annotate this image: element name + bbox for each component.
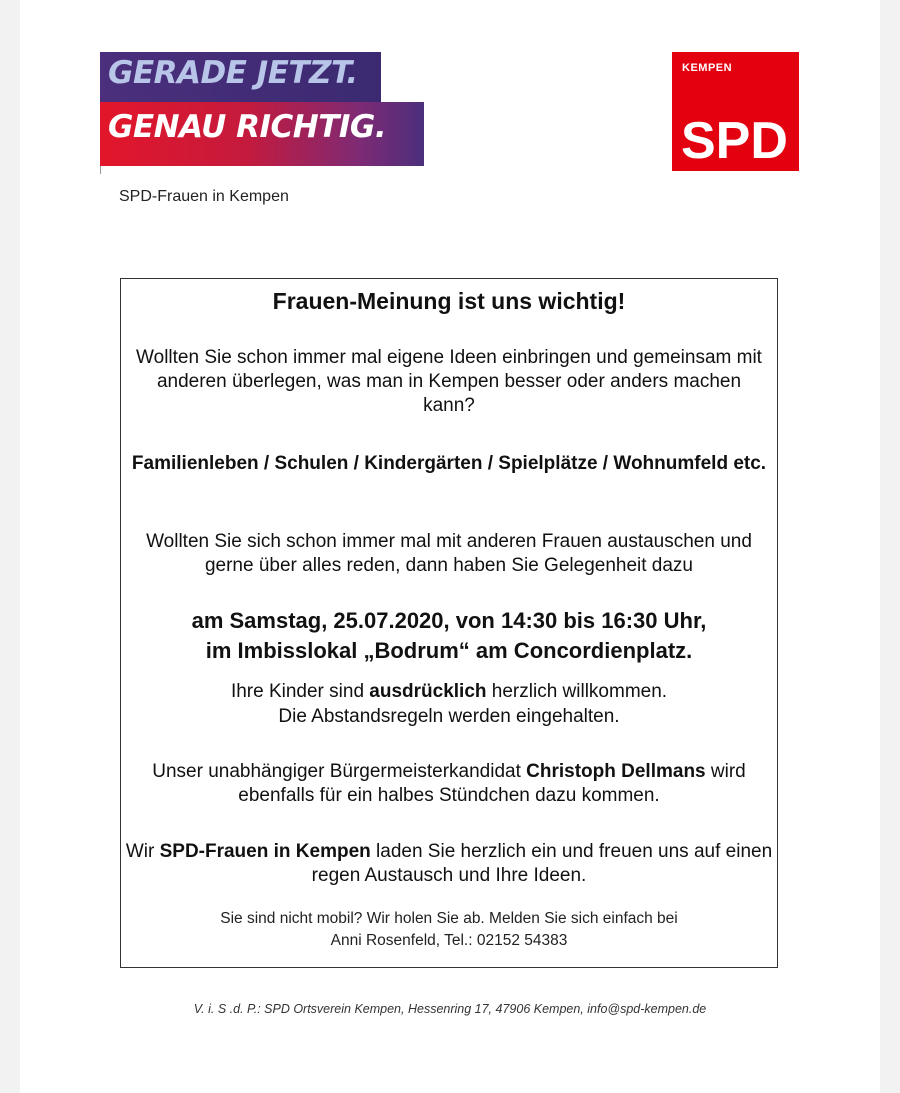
- contact-line: Anni Rosenfeld, Tel.: 02152 54383: [330, 932, 568, 949]
- organization-name: SPD-Frauen in Kempen: [119, 188, 289, 205]
- banner-line1: GERADE JETZT.: [108, 55, 358, 91]
- event-details: [121, 606, 777, 666]
- mobility-line1: Sie sind nicht mobil? Wir holen Sie ab. Melden Sie sich einfach bei: [220, 910, 678, 927]
- candidate-paragraph: [121, 760, 777, 808]
- exchange-paragraph: Wollten Sie sich schon immer mal mit anderen Frauen austauschen und gerne über alles reden, dann haben Sie Gelegenheit dazu: [146, 531, 752, 576]
- kids-text-emphasis: ausdrücklich: [369, 681, 487, 702]
- invitation-paragraph: [121, 840, 777, 888]
- spd-kempen-logo: [672, 52, 799, 171]
- candidate-name: Christoph Dellmans: [526, 761, 706, 782]
- invite-text-pre: Wir: [125, 841, 160, 862]
- spd-logo-location: KEMPEN: [682, 62, 733, 74]
- kids-paragraph: [121, 679, 777, 729]
- banner-divider: [100, 166, 101, 174]
- event-location: im Imbisslokal „Bodrum“ am Concordienplatz.: [205, 638, 693, 663]
- event-date-time: am Samstag, 25.07.2020, von 14:30 bis 16:30 Uhr,: [191, 608, 707, 633]
- invite-text-post: laden Sie herzlich ein und freuen uns auf einen regen Austausch und Ihre Ideen.: [311, 841, 773, 886]
- candidate-text-post: wird ebenfalls für ein halbes Stündchen dazu kommen.: [238, 761, 746, 806]
- topics-list: Familienleben / Schulen / Kindergärten / Spielplätze / Wohnumfeld etc.: [131, 453, 767, 474]
- imprint-footer: V. i. S .d. P.: SPD Ortsverein Kempen, Hessenring 17, 47906 Kempen, info@spd-kempen.de: [193, 1002, 707, 1016]
- invitation-box: [120, 278, 778, 968]
- campaign-banner-logo: [100, 52, 424, 167]
- kids-text-pre: Ihre Kinder sind: [230, 681, 370, 702]
- banner-bottom-band: [100, 102, 424, 166]
- banner-top-band: [100, 52, 381, 102]
- flyer-title: Frauen-Meinung ist uns wichtig!: [272, 288, 626, 314]
- kids-text-post: herzlich willkommen.: [486, 681, 668, 702]
- invite-org-name: SPD-Frauen in Kempen: [159, 841, 371, 862]
- banner-line2: GENAU RICHTIG.: [108, 109, 387, 145]
- spd-logo-wordmark: SPD: [681, 112, 788, 170]
- intro-paragraph: Wollten Sie schon immer mal eigene Ideen einbringen und gemeinsam mit anderen überlegen, was man in Kempen besser oder anders machen kann?: [136, 347, 762, 416]
- kids-line: [121, 679, 777, 704]
- mobility-note: [121, 908, 777, 952]
- distance-rules-line: Die Abstandsregeln werden eingehalten.: [278, 706, 620, 727]
- candidate-text-pre: Unser unabhängiger Bürgermeisterkandidat: [152, 761, 527, 782]
